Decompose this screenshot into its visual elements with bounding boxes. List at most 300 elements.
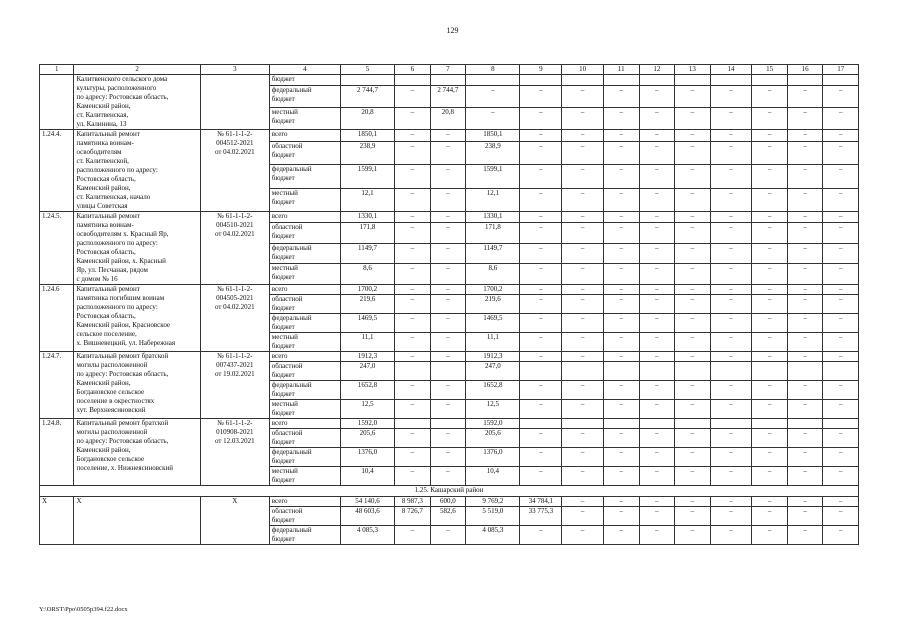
column-header: 16 [787,65,823,75]
value-cell: – [604,86,640,108]
section-title: 1.25. Кашарский район [40,486,859,497]
value-cell: – [562,295,604,314]
column-header: 17 [823,65,859,75]
column-header: 10 [562,65,604,75]
value-cell: – [430,333,466,352]
column-header: 8 [466,65,520,75]
item-number: 1.24.5. [40,212,74,285]
funding-source: всего [269,497,340,507]
value-cell [675,419,711,429]
value-cell: – [752,222,788,243]
value-cell: – [710,448,752,467]
value-cell: – [752,400,788,419]
column-header: 5 [340,65,394,75]
value-cell: – [520,295,562,314]
footer-file-path: Y:\ORST\Ppo\0505p394.f22.docx [39,606,128,613]
value-cell: – [430,188,466,211]
value-cell: – [520,243,562,264]
value-cell: – [562,429,604,448]
value-cell: – [823,352,859,362]
item-name: Капитальный ремонт памятника воинам- освободителям х. Красный Яр, расположенного по адресу: Ростовская область, Каменский район, х. Красный Яр, ул. Песчаная, рядом с домом № 16 [74,212,200,285]
column-header: 2 [74,65,200,75]
value-cell: – [787,333,823,352]
value-cell: – [639,448,675,467]
value-cell [787,419,823,429]
value-cell: – [395,165,431,188]
value-cell: – [710,467,752,486]
value-cell: – [710,142,752,165]
value-cell: 1592,0 [466,419,520,429]
item-document: № 61-1-1-2- 007437-2021 от 19.02.2021 [200,352,269,419]
value-cell [395,419,431,429]
item-document: № 61-1-1-2- 010908-2021 от 12.03.2021 [200,419,269,486]
value-cell: – [604,295,640,314]
section-row [40,486,859,497]
value-cell: – [562,108,604,130]
value-cell: – [395,222,431,243]
value-cell: – [675,429,711,448]
value-cell: – [823,507,859,526]
value-cell: 238,9 [340,142,394,165]
value-cell: 1592,0 [340,419,394,429]
value-cell: – [787,188,823,211]
table-row [40,75,859,86]
value-cell: 1330,1 [466,212,520,223]
value-cell: – [823,222,859,243]
value-cell: – [752,467,788,486]
value-cell: – [710,285,752,295]
value-cell: – [710,108,752,130]
value-cell: – [752,108,788,130]
value-cell: – [395,333,431,352]
value-cell: – [752,429,788,448]
column-header: 4 [269,65,340,75]
value-cell [430,75,466,86]
value-cell: 4 085,3 [466,526,520,545]
value-cell: – [787,295,823,314]
value-cell: 1652,8 [340,381,394,400]
funding-source: федеральный бюджет [269,243,340,264]
funding-source: всего [269,285,340,295]
value-cell: – [604,222,640,243]
value-cell: 10,4 [466,467,520,486]
value-cell: – [562,86,604,108]
value-cell: – [520,448,562,467]
funding-source: областной бюджет [269,362,340,381]
value-cell: – [395,188,431,211]
value-cell: – [710,429,752,448]
value-cell: – [710,212,752,223]
value-cell: – [520,212,562,223]
value-cell: – [710,381,752,400]
value-cell: – [710,264,752,285]
value-cell: – [604,526,640,545]
value-cell: – [823,295,859,314]
value-cell: – [787,86,823,108]
value-cell [562,75,604,86]
funding-source: местный бюджет [269,188,340,211]
value-cell: – [675,165,711,188]
value-cell: – [639,264,675,285]
value-cell: – [787,165,823,188]
value-cell: – [639,108,675,130]
value-cell: 1376,0 [466,448,520,467]
value-cell [823,362,859,381]
column-header: 15 [752,65,788,75]
value-cell: – [710,165,752,188]
value-cell: 12,5 [466,400,520,419]
value-cell: – [430,264,466,285]
item-number [40,75,74,130]
value-cell: – [604,429,640,448]
value-cell: – [430,352,466,362]
value-cell: 1700,2 [466,285,520,295]
value-cell [675,362,711,381]
value-cell: 5 519,0 [466,507,520,526]
value-cell: – [639,222,675,243]
value-cell: – [787,285,823,295]
value-cell: 1912,3 [340,352,394,362]
value-cell: – [562,381,604,400]
value-cell: – [562,333,604,352]
value-cell: 1912,3 [466,352,520,362]
value-cell: 9 769,2 [466,497,520,507]
table-row [40,497,859,507]
value-cell [604,419,640,429]
value-cell: – [639,295,675,314]
value-cell: – [430,429,466,448]
value-cell: – [639,142,675,165]
value-cell [466,75,520,86]
value-cell: – [823,243,859,264]
value-cell [430,419,466,429]
value-cell: – [675,381,711,400]
funding-source: местный бюджет [269,333,340,352]
value-cell: – [787,526,823,545]
funding-source: всего [269,419,340,429]
value-cell: – [639,333,675,352]
value-cell: 11,1 [466,333,520,352]
value-cell: – [710,314,752,333]
value-cell [752,75,788,86]
value-cell: – [639,400,675,419]
value-cell: – [752,295,788,314]
value-cell: 54 140,6 [340,497,394,507]
value-cell: 8,6 [340,264,394,285]
value-cell [430,362,466,381]
value-cell: – [562,264,604,285]
value-cell: 8 987,3 [395,497,431,507]
value-cell: – [675,86,711,108]
value-cell: – [823,448,859,467]
value-cell: – [675,448,711,467]
value-cell: – [430,142,466,165]
value-cell: – [675,507,711,526]
value-cell: – [430,314,466,333]
item-name: Капитальный ремонт братской могилы расположенной по адресу: Ростовская область, Каменский район, Богдановское сельское поселение в окрестностях хут. Верхнеясиновский [74,352,200,419]
value-cell: – [675,108,711,130]
value-cell: – [787,507,823,526]
value-cell: 1599,1 [466,165,520,188]
value-cell: – [520,429,562,448]
table-row [40,419,859,429]
value-cell: – [562,352,604,362]
value-cell: 48 603,6 [340,507,394,526]
value-cell: – [710,526,752,545]
value-cell: – [562,285,604,295]
value-cell: – [787,448,823,467]
item-document: Х [200,497,269,545]
value-cell [710,362,752,381]
table-body [40,65,859,545]
value-cell [823,75,859,86]
value-cell: – [639,497,675,507]
funding-source: всего [269,130,340,142]
funding-source: всего [269,352,340,362]
value-cell: – [520,333,562,352]
value-cell: – [639,352,675,362]
value-cell: – [752,142,788,165]
value-cell [639,419,675,429]
value-cell: – [752,86,788,108]
value-cell: – [752,314,788,333]
item-number: 1.24.7. [40,352,74,419]
value-cell [395,75,431,86]
funding-source: федеральный бюджет [269,86,340,108]
value-cell: – [675,285,711,295]
value-cell: – [787,264,823,285]
value-cell: – [562,507,604,526]
value-cell: – [823,86,859,108]
value-cell: 1700,2 [340,285,394,295]
value-cell: 4 085,3 [340,526,394,545]
value-cell [520,75,562,86]
value-cell: – [520,264,562,285]
value-cell: – [752,526,788,545]
value-cell [340,75,394,86]
value-cell: – [675,142,711,165]
value-cell: – [562,526,604,545]
value-cell: 12,5 [340,400,394,419]
item-document: № 61-1-1-2- 004505-2021 от 04.02.2021 [200,285,269,352]
item-number: 1.24.6 [40,285,74,352]
value-cell: – [823,188,859,211]
value-cell: – [823,165,859,188]
value-cell: – [395,130,431,142]
value-cell: – [520,142,562,165]
table-row [40,285,859,295]
budget-table [39,64,859,545]
page-number: 129 [446,26,459,35]
value-cell: – [562,142,604,165]
column-header: 12 [639,65,675,75]
value-cell: – [752,285,788,295]
value-cell: 33 775,3 [520,507,562,526]
value-cell: – [752,165,788,188]
funding-source: местный бюджет [269,467,340,486]
column-header: 13 [675,65,711,75]
value-cell: – [752,130,788,142]
value-cell: – [710,497,752,507]
value-cell: – [520,108,562,130]
value-cell: – [752,381,788,400]
value-cell: – [710,400,752,419]
value-cell: – [823,526,859,545]
value-cell: 219,6 [340,295,394,314]
value-cell: – [430,400,466,419]
column-number-row [40,65,859,75]
item-document [200,75,269,130]
value-cell: – [466,108,520,130]
value-cell: – [675,212,711,223]
value-cell: – [639,130,675,142]
value-cell: – [604,264,640,285]
value-cell: – [823,400,859,419]
value-cell: – [395,352,431,362]
funding-source: бюджет [269,75,340,86]
value-cell: 238,9 [466,142,520,165]
item-name: Капитальный ремонт памятника погибшим воинам расположенного по адресу: Ростовская область, Каменский район, Красновское сельское поселение, х. Вишневецкий, ул. Набережная [74,285,200,352]
value-cell: – [430,212,466,223]
value-cell: – [520,222,562,243]
value-cell: – [675,130,711,142]
value-cell: – [639,243,675,264]
value-cell: – [675,526,711,545]
value-cell: 1850,1 [340,130,394,142]
value-cell: – [710,188,752,211]
funding-source: областной бюджет [269,295,340,314]
value-cell: 1850,1 [466,130,520,142]
column-header: 3 [200,65,269,75]
value-cell: 247,0 [466,362,520,381]
value-cell: – [604,165,640,188]
value-cell: 11,1 [340,333,394,352]
value-cell: 20,8 [340,108,394,130]
value-cell: 2 744,7 [430,86,466,108]
value-cell: – [675,222,711,243]
item-number: Х [40,497,74,545]
value-cell: – [752,507,788,526]
value-cell: – [395,212,431,223]
value-cell: – [787,142,823,165]
value-cell: – [710,352,752,362]
value-cell: – [604,497,640,507]
value-cell: 582,6 [430,507,466,526]
value-cell: – [675,333,711,352]
value-cell: – [562,448,604,467]
value-cell: – [562,400,604,419]
value-cell: – [430,285,466,295]
value-cell: 34 784,1 [520,497,562,507]
value-cell: – [520,165,562,188]
value-cell: – [604,400,640,419]
value-cell: – [675,243,711,264]
value-cell: 1330,1 [340,212,394,223]
value-cell: – [710,86,752,108]
value-cell: 205,6 [466,429,520,448]
value-cell: 171,8 [466,222,520,243]
value-cell: 1376,0 [340,448,394,467]
value-cell: – [639,507,675,526]
value-cell: – [395,467,431,486]
value-cell: – [752,448,788,467]
value-cell: – [395,526,431,545]
value-cell: – [604,352,640,362]
value-cell: – [520,130,562,142]
value-cell: – [604,130,640,142]
value-cell: – [395,285,431,295]
value-cell: – [675,497,711,507]
value-cell: – [639,165,675,188]
funding-source: федеральный бюджет [269,381,340,400]
value-cell: – [675,352,711,362]
value-cell: – [562,497,604,507]
value-cell: – [604,188,640,211]
value-cell: – [604,448,640,467]
value-cell: 8,6 [466,264,520,285]
value-cell: 10,4 [340,467,394,486]
value-cell: – [639,526,675,545]
value-cell: – [562,467,604,486]
value-cell: – [604,285,640,295]
value-cell: – [395,429,431,448]
value-cell: – [710,333,752,352]
value-cell: – [562,222,604,243]
funding-source: местный бюджет [269,400,340,419]
value-cell: – [752,497,788,507]
value-cell: – [520,86,562,108]
value-cell [752,362,788,381]
value-cell: – [430,381,466,400]
value-cell: – [604,212,640,223]
value-cell: 205,6 [340,429,394,448]
value-cell: – [604,142,640,165]
value-cell: 12,1 [466,188,520,211]
item-document: № 61-1-1-2- 004510-2021 от 04.02.2021 [200,212,269,285]
value-cell: – [562,188,604,211]
value-cell: – [562,212,604,223]
column-header: 9 [520,65,562,75]
funding-source: местный бюджет [269,108,340,130]
funding-source: федеральный бюджет [269,165,340,188]
table-row [40,130,859,142]
table-row [40,352,859,362]
column-header: 11 [604,65,640,75]
value-cell: – [466,86,520,108]
value-cell [787,362,823,381]
value-cell: – [639,188,675,211]
value-cell: – [752,212,788,223]
funding-source: федеральный бюджет [269,526,340,545]
value-cell: – [604,333,640,352]
value-cell: – [395,314,431,333]
value-cell: – [562,165,604,188]
value-cell: – [562,130,604,142]
value-cell: – [430,222,466,243]
value-cell: – [823,467,859,486]
value-cell: – [520,526,562,545]
value-cell: – [639,467,675,486]
value-cell: – [604,314,640,333]
value-cell: – [710,295,752,314]
value-cell: – [395,108,431,130]
value-cell: – [395,142,431,165]
value-cell: – [823,333,859,352]
value-cell [752,419,788,429]
value-cell [604,75,640,86]
value-cell: – [710,222,752,243]
value-cell: – [675,264,711,285]
